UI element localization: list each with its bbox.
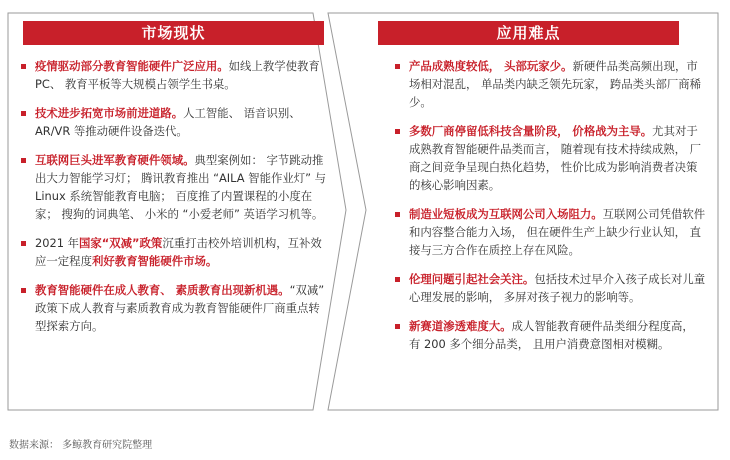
body-text: 典型案例如： 字节跳动推出大力智能学习灯； 腾讯教育推出 “AILA 智能作业灯” 与 Linux 系统智能教育电脑； 百度推了内置课程的小度在家； 搜狗的词典笔、 小米的 “小爱老师” 英语学习机等。 xyxy=(35,153,327,221)
list-item xyxy=(18,234,328,270)
body-text: 互联网公司凭借软件和内容整合能力入场， 但在硬件生产上缺少行业认知， 直接与三方合作在质控上存在风险。 xyxy=(409,207,706,257)
data-source-note: 数据来源： 多鲸教育研究院整理 xyxy=(9,440,153,451)
market-status-title: 市场现状 xyxy=(23,21,324,45)
highlight-text: 疫情驱动部分教育智能硬件广泛应用。 xyxy=(35,59,229,73)
list-item xyxy=(392,317,708,353)
highlight-text: 伦理问题引起社会关注。 xyxy=(409,272,535,286)
body-text: 人工智能、 语音识别、AR/VR 等推动硬件设备迭代。 xyxy=(35,106,301,138)
body-text: 成人智能教育硬件品类细分程度高， 有 200 多个细分品类， 且用户消费意图相对模糊。 xyxy=(409,319,694,351)
market-status-list xyxy=(18,57,328,346)
highlight-text: 新赛道渗透难度大。 xyxy=(409,319,512,333)
highlight-text: 产品成熟度较低， 头部玩家少。 xyxy=(409,59,573,73)
body-text: 2021 年 xyxy=(35,236,79,250)
body-text: 尤其对于成熟教育智能硬件品类而言， 随着现有技术持续成熟， 厂商之间竞争呈现白热化趋势， 性价比成为影响消费者决策的核心影响因素。 xyxy=(409,124,702,192)
list-item xyxy=(18,104,328,140)
list-item xyxy=(18,281,328,335)
highlight-text: 教育智能硬件在成人教育、 素质教育出现新机遇。 xyxy=(35,283,290,297)
list-item xyxy=(392,122,708,194)
application-difficulties-title: 应用难点 xyxy=(378,21,679,45)
list-item xyxy=(18,151,328,223)
highlight-text: 国家“双减”政策 xyxy=(79,236,163,250)
application-difficulties-list xyxy=(392,57,708,364)
highlight-text: 多数厂商停留低科技含量阶段， 价格战为主导。 xyxy=(409,124,653,138)
body-text: “双减” 政策下成人教育与素质教育成为教育智能硬件厂商重点转型探索方向。 xyxy=(35,283,325,333)
list-item xyxy=(392,205,708,259)
body-text: 包括技术过早介入孩子成长对儿童心理发展的影响， 多屏对孩子视力的影响等。 xyxy=(409,272,706,304)
list-item xyxy=(18,57,328,93)
highlight-text: 利好教育智能硬件市场。 xyxy=(91,254,218,268)
highlight-text: 技术进步拓宽市场前进道路。 xyxy=(35,106,184,120)
list-item xyxy=(392,57,708,111)
body-text: 新硬件品类高频出现，市场相对混乱， 单品类内缺乏领先玩家， 跨品类头部厂商稀少。 xyxy=(409,59,702,109)
body-text: 如线上教学使教育 PC、 教育平板等大规模占领学生书桌。 xyxy=(35,59,320,91)
list-item xyxy=(392,270,708,306)
highlight-text: 互联网巨头进军教育硬件领域。 xyxy=(35,153,195,167)
body-text: 沉重打击校外培训机构，互补效应一定程度 xyxy=(35,236,322,268)
highlight-text: 制造业短板成为互联网公司入场阻力。 xyxy=(409,207,603,221)
